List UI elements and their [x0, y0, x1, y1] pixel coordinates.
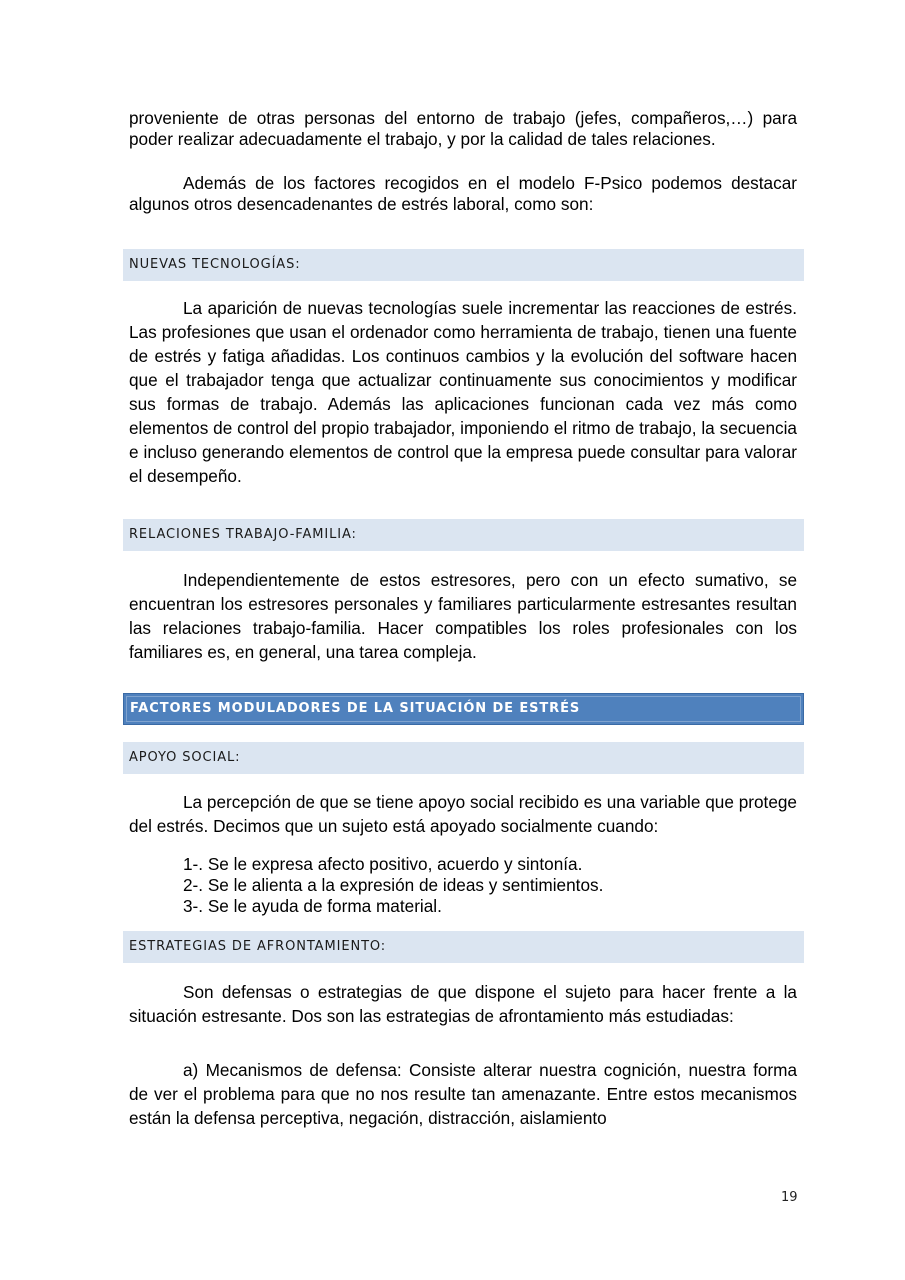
paragraph-mecanismos-defensa: [129, 1058, 797, 1130]
list-item: 1-. Se le expresa afecto positivo, acuerdo y sintonía.: [183, 854, 583, 874]
subheading-label: APOYO SOCIAL:: [129, 750, 241, 765]
paragraph-text: Además de los factores recogidos en el modelo F-Psico podemos destacar algunos otros desencadenantes de estrés laboral, como son:: [129, 173, 797, 214]
support-list: [183, 854, 603, 917]
paragraph-apoyo-social: [129, 790, 797, 838]
subheading-nuevas-tecnologias: [123, 249, 804, 281]
list-item: 2-. Se le alienta a la expresión de ideas y sentimientos.: [183, 875, 604, 895]
subheading-label: RELACIONES TRABAJO-FAMILIA:: [129, 527, 357, 542]
paragraph-relaciones-trabajo-familia: [129, 568, 797, 664]
paragraph-text: Son defensas o estrategias de que dispone el sujeto para hacer frente a la situación estresante. Dos son las estrategias de afrontamiento más estudiadas:: [129, 982, 797, 1026]
section-heading-label: FACTORES MODULADORES DE LA SITUACIÓN DE ESTRÉS: [130, 701, 581, 716]
list-item: 3-. Se le ayuda de forma material.: [183, 896, 442, 916]
paragraph-text: La aparición de nuevas tecnologías suele incrementar las reacciones de estrés. Las profesiones que usan el ordenador como herramienta de trabajo, tienen una fuente de estrés y fatiga añadidas. Los continuos cambios y la evolución del software hacen que el trabajador tenga que actualizar continuamente sus conocimientos y modificar sus formas de trabajo. Además las aplicaciones funcionan cada vez más como elementos de control del propio trabajador, imponiendo el ritmo de trabajo, la secuencia e incluso generando elementos de control que la empresa puede consultar para valorar el desempeño.: [129, 298, 797, 486]
subheading-label: ESTRATEGIAS DE AFRONTAMIENTO:: [129, 939, 387, 954]
section-heading-factores-moduladores: [123, 693, 804, 725]
paragraph-estrategias: [129, 980, 797, 1028]
paragraph-text: Independientemente de estos estresores, pero con un efecto sumativo, se encuentran los estresores personales y familiares particularmente estresantes resultan las relaciones trabajo-familia. Hacer compatibles los roles profesionales con los familiares es, en general, una tarea compleja.: [129, 570, 797, 662]
paragraph-text: a) Mecanismos de defensa: Consiste alterar nuestra cognición, nuestra forma de ver el problema para que no nos resulte tan amenazante. Entre estos mecanismos están la defensa perceptiva, negación, distracción, aislamiento: [129, 1060, 797, 1128]
subheading-relaciones-trabajo-familia: [123, 519, 804, 551]
subheading-estrategias-afrontamiento: [123, 931, 804, 963]
paragraph-nuevas-tecnologias: [129, 296, 797, 488]
paragraph-intro-other-stressors: [129, 173, 797, 215]
subheading-label: NUEVAS TECNOLOGÍAS:: [129, 257, 301, 272]
subheading-apoyo-social: [123, 742, 804, 774]
page-number: 19: [781, 1190, 798, 1205]
paragraph-text: La percepción de que se tiene apoyo social recibido es una variable que protege del estrés. Decimos que un sujeto está apoyado socialmente cuando:: [129, 792, 797, 836]
paragraph-continuation: proveniente de otras personas del entorno de trabajo (jefes, compañeros,…) para poder realizar adecuadamente el trabajo, y por la calidad de tales relaciones.: [129, 108, 797, 149]
